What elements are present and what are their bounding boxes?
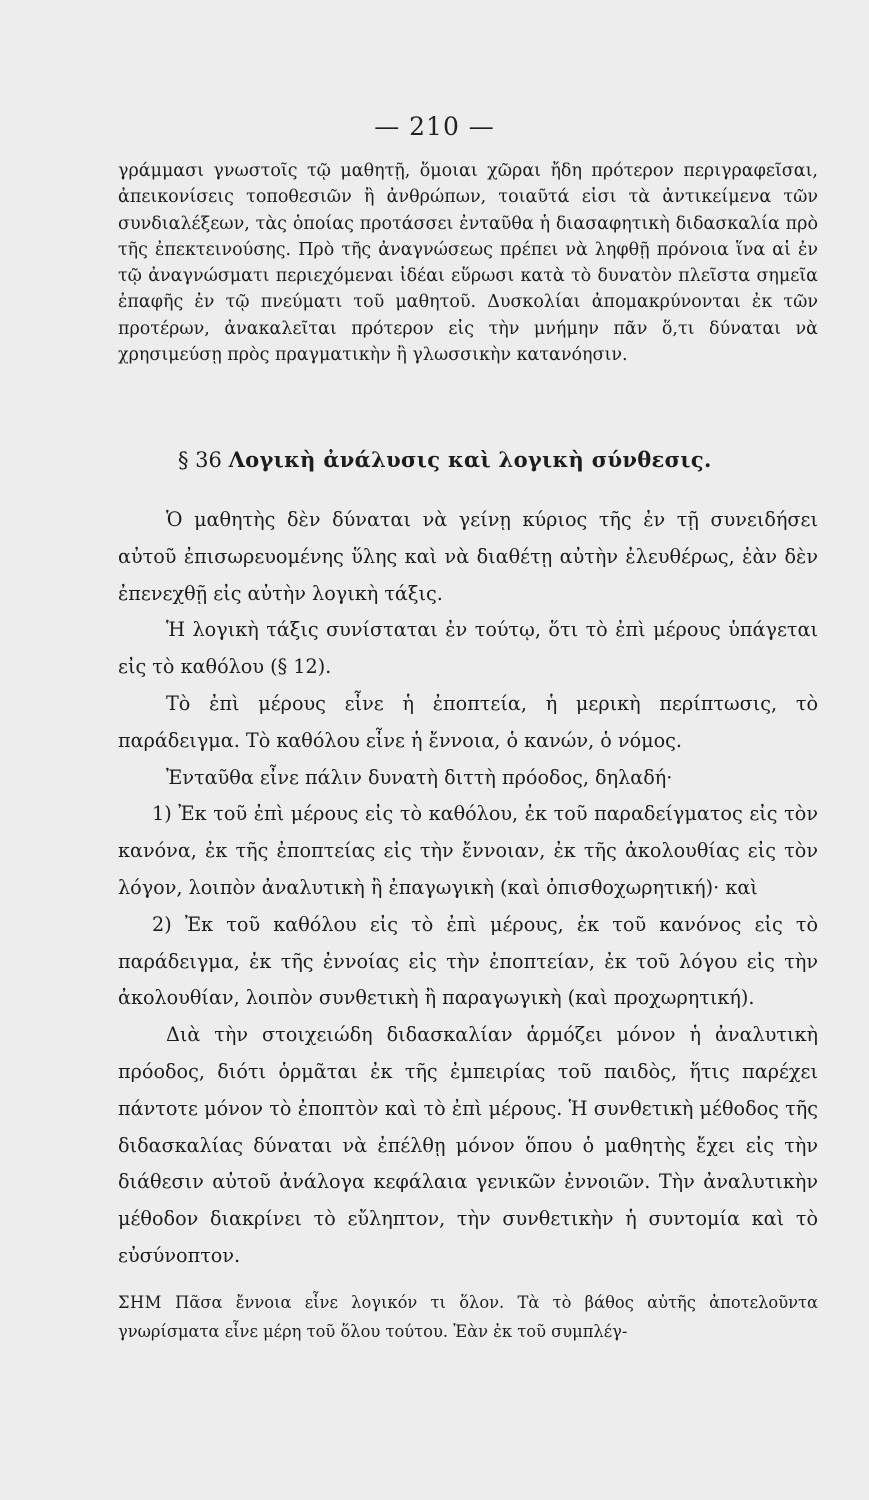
list-item: 2) Ἐκ τοῦ καθόλου εἰς τὸ ἐπὶ μέρους, ἐκ τοῦ κανόνος εἰς τὸ παράδειγμα, ἐκ τῆς ἐννοίας εἰς τὴν ἐποπτείαν, ἐκ τοῦ λόγου εἰς τὴν ἀκολουθίαν, λοιπὸν συνθετικὴ ἢ παραγωγικὴ (καὶ προχωρητική). bbox=[118, 912, 818, 1010]
list-item: 1) Ἐκ τοῦ ἐπὶ μέρους εἰς τὸ καθόλου, ἐκ τοῦ παραδείγματος εἰς τὸν κανόνα, ἐκ τῆς ἐποπτείας εἰς τὴν ἔννοιαν, ἐκ τῆς ἀκολουθίας εἰς τὸν λόγον, λοιπὸν ἀναλυτικὴ ἢ ἐπαγωγικὴ (καὶ ὀπισθοχωρητική)· καὶ bbox=[118, 802, 818, 899]
body-paragraph: Τὸ ἐπὶ μέρους εἶνε ἡ ἐποπτεία, ἡ μερικὴ περίπτωσις, τὸ παράδειγμα. Τὸ καθόλου εἶνε ἡ ἔννοια, ὁ κανών, ὁ νόμος. bbox=[118, 691, 818, 752]
section-number: § 36 bbox=[178, 448, 222, 472]
section-body bbox=[118, 502, 818, 1275]
body-paragraph: Ἡ λογικὴ τάξις συνίσταται ἐν τούτῳ, ὅτι τὸ ἐπὶ μέρους ὑπάγεται εἰς τὸ καθόλου (§ 12). bbox=[118, 618, 818, 679]
footnote bbox=[118, 1288, 818, 1346]
body-paragraph: Ἐνταῦθα εἶνε πάλιν δυνατὴ διττὴ πρόοδος, δηλαδή· bbox=[166, 765, 673, 789]
footnote-text: Πᾶσα ἔννοια εἶνε λογικόν τι ὅλον. Τὰ τὸ βάθος αὐτῆς ἀποτελοῦντα γνωρίσματα εἶνε μέρη τοῦ ὅλου τούτου. Ἐὰν ἐκ τοῦ συμπλέγ- bbox=[118, 1293, 818, 1341]
section-heading bbox=[178, 447, 798, 472]
section-title: Λογικὴ ἀνάλυσις καὶ λογικὴ σύνθεσις. bbox=[228, 447, 712, 472]
body-paragraph: Διὰ τὴν στοιχειώδη διδασκαλίαν ἁρμόζει μόνον ἡ ἀναλυτικὴ πρόοδος, διότι ὁρμᾶται ἐκ τῆς ἐμπειρίας τοῦ παιδὸς, ἥτις παρέχει πάντοτε μόνον τὸ ἐποπτὸν καὶ τὸ ἐπὶ μέρους. Ἡ συνθετικὴ μέθοδος τῆς διδασκαλίας δύναται νὰ ἐπέλθῃ μόνον ὅπου ὁ μαθητὴς ἔχει εἰς τὴν διάθεσιν αὐτοῦ ἀνάλογα κεφάλαια γενικῶν ἐννοιῶν. Τὴν ἀναλυτικὴν μέθοδον διακρίνει τὸ εὔληπτον, τὴν συνθετικὴν ἡ συντομία καὶ τὸ εὐσύνοπτον. bbox=[118, 1023, 818, 1267]
footnote-label: ΣΗΜ bbox=[118, 1293, 162, 1312]
body-paragraph: Ὁ μαθητὴς δὲν δύναται νὰ γείνῃ κύριος τῆς ἐν τῇ συνειδήσει αὐτοῦ ἐπισωρευομένης ὕλης καὶ νὰ διαθέτῃ αὐτὴν ἐλευθέρως, ἐὰν δὲν ἐπενεχθῇ εἰς αὐτὴν λογικὴ τάξις. bbox=[118, 508, 818, 605]
continued-paragraph: γράμμασι γνωστοῖς τῷ μαθητῇ, ὅμοιαι χῶραι ἤδη πρότερον περιγραφεῖσαι, ἀπεικονίσεις τοποθεσιῶν ἢ ἀνθρώπων, τοιαῦτά εἰσι τὰ ἀντικείμενα τῶν συνδιαλέξεων, τὰς ὁποίας προτάσσει ἐνταῦθα ἡ διασαφητικὴ διδασκαλία πρὸ τῆς ἐπεκτεινούσης. Πρὸ τῆς ἀναγνώσεως πρέπει νὰ ληφθῇ πρόνοια ἵνα αἱ ἐν τῷ ἀναγνώσματι περιεχόμεναι ἰδέαι εὕρωσι κατὰ τὸ δυνατὸν πλεῖστα σημεῖα ἐπαφῆς ἐν τῷ πνεύματι τοῦ μαθητοῦ. Δυσκολίαι ἀπομακρύνονται ἐκ τῶν προτέρων, ἀνακαλεῖται πρότερον εἰς τὴν μνήμην πᾶν ὅ,τι δύναται νὰ χρησιμεύσῃ πρὸς πραγματικὴν ἢ γλωσσικὴν κατανόησιν. bbox=[118, 161, 818, 366]
page-number: — 210 — bbox=[374, 112, 495, 141]
